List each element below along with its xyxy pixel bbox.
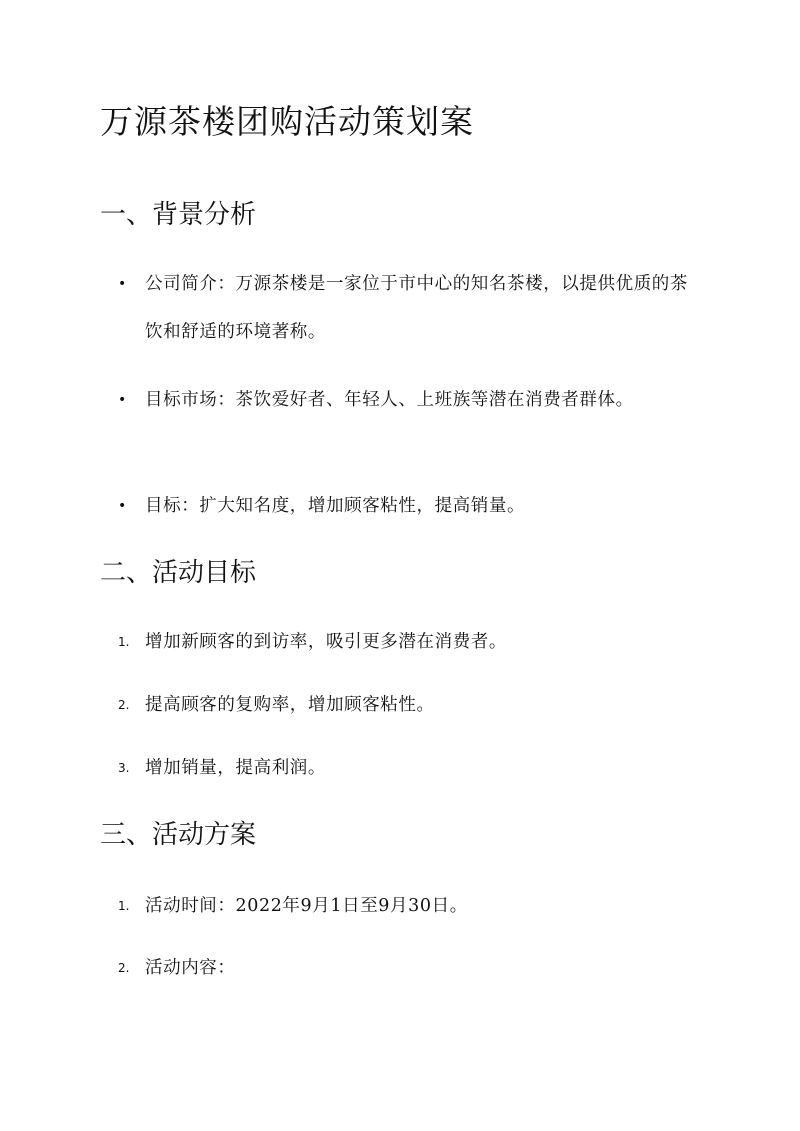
section-heading-goals: 二、活动目标: [100, 558, 257, 588]
bullet-marker: •: [118, 276, 127, 292]
section-heading-plan: 三、活动方案: [100, 820, 257, 850]
number-marker: 3.: [118, 761, 130, 775]
bullet-marker: •: [118, 392, 127, 408]
list-item-text: 增加销量，提高利润。: [145, 758, 326, 778]
number-marker: 1.: [118, 635, 130, 649]
number-marker: 2.: [118, 698, 130, 712]
document-title: 万源茶楼团购活动策划案: [100, 102, 474, 141]
number-marker: 1.: [118, 899, 130, 913]
section-heading-background: 一、背景分析: [100, 200, 257, 230]
list-item-text: 目标：扩大知名度，增加顾客粘性，提高销量。: [145, 496, 526, 516]
list-item-text: 提高顾客的复购率，增加顾客粘性。: [145, 695, 435, 715]
list-item-text: 活动时间：2022年9月1日至9月30日。: [145, 896, 468, 916]
number-marker: 2.: [118, 961, 130, 975]
bullet-marker: •: [118, 498, 127, 514]
list-item-text: 增加新顾客的到访率，吸引更多潜在消费者。: [145, 632, 507, 652]
list-item-text: 公司简介：万源茶楼是一家位于市中心的知名茶楼，以提供优质的茶饮和舒适的环境著称。: [145, 274, 688, 342]
list-item-text: 活动内容：: [145, 958, 236, 978]
list-item-text: 目标市场：茶饮爱好者、年轻人、上班族等潜在消费者群体。: [145, 390, 634, 410]
